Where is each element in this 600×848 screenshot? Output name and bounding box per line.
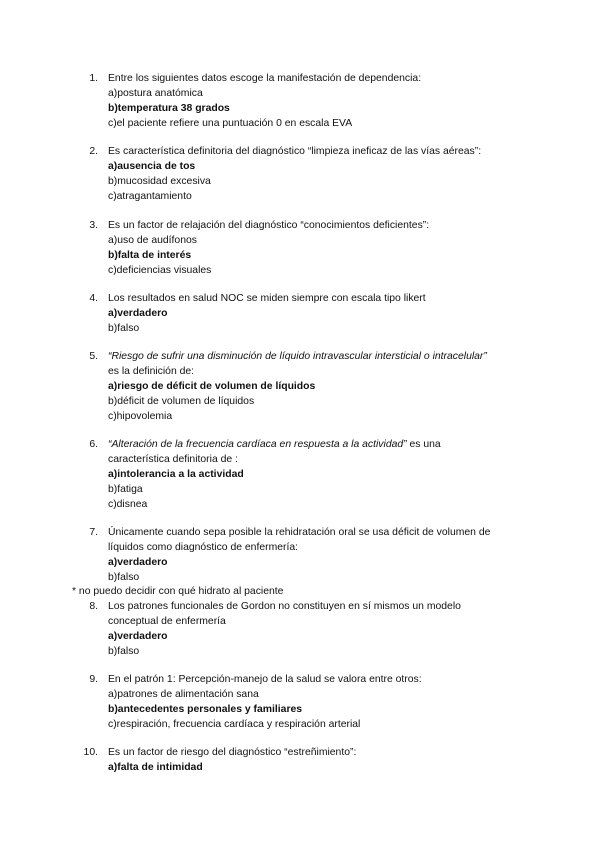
margin-note: * no puedo decidir con qué hidrato al paciente (72, 586, 284, 597)
question-stem-rest: es una (406, 439, 441, 450)
option: b)mucosidad excesiva (108, 176, 211, 187)
option-correct: b)temperatura 38 grados (108, 103, 230, 114)
option: a)patrones de alimentación sana (108, 689, 259, 700)
option-correct: a)verdadero (108, 308, 168, 319)
option: a)uso de audífonos (108, 235, 197, 246)
question-number: 3. (89, 220, 98, 231)
question-stem-continued: es la definición de: (108, 366, 195, 377)
question-stem-continued: líquidos como diagnóstico de enfermería: (108, 542, 299, 553)
option: a)postura anatómica (108, 88, 203, 99)
option: b)falso (108, 646, 140, 657)
option: c)hipovolemia (108, 411, 173, 422)
option-correct: a)ausencia de tos (108, 161, 196, 172)
question-stem: Es un factor de relajación del diagnóstico “conocimientos deficientes”: (108, 220, 430, 231)
option: b)falso (108, 323, 140, 334)
question-stem-line (108, 438, 441, 452)
option: c)el paciente refiere una puntuación 0 en escala EVA (108, 118, 353, 129)
question-number: 10. (83, 747, 98, 758)
question-stem: Los patrones funcionales de Gordon no constituyen en sí mismos un modelo (108, 601, 461, 612)
option: c)respiración, frecuencia cardíaca y respiración arterial (108, 719, 361, 730)
question-number: 6. (89, 439, 98, 450)
question-stem-quote: “Riesgo de sufrir una disminución de líquido intravascular intersticial o intracelular” (108, 351, 487, 362)
question-stem: Únicamente cuando sepa posible la rehidratación oral se usa déficit de volumen de (108, 527, 491, 538)
question-stem-continued: característica definitoria de : (108, 454, 238, 465)
option-correct: a)verdadero (108, 631, 168, 642)
option-correct: a)verdadero (108, 557, 168, 568)
option: b)déficit de volumen de líquidos (108, 396, 255, 407)
question-stem: Entre los siguientes datos escoge la manifestación de dependencia: (108, 73, 422, 84)
question-number: 7. (89, 527, 98, 538)
option: c)disnea (108, 499, 148, 510)
option-correct: a)intolerancia a la actividad (108, 469, 244, 480)
question-stem: Es un factor de riesgo del diagnóstico “estreñimiento”: (108, 747, 357, 758)
option-correct: a)falta de intimidad (108, 762, 203, 773)
option-correct: b)antecedentes personales y familiares (108, 704, 303, 715)
question-number: 4. (89, 293, 98, 304)
question-stem: Los resultados en salud NOC se miden siempre con escala tipo likert (108, 293, 426, 304)
option-correct: b)falta de interés (108, 250, 192, 261)
option: b)falso (108, 572, 140, 583)
question-number: 1. (89, 73, 98, 84)
question-stem: En el patrón 1: Percepción-manejo de la salud se valora entre otros: (108, 674, 422, 685)
question-stem: Es característica definitoria del diagnóstico “limpieza ineficaz de las vías aéreas”: (108, 146, 482, 157)
question-number: 2. (89, 146, 98, 157)
question-number: 9. (89, 674, 98, 685)
option-correct: a)riesgo de déficit de volumen de líquidos (108, 381, 316, 392)
option: c)deficiencias visuales (108, 265, 212, 276)
question-number: 5. (89, 351, 98, 362)
question-stem-quote: “Alteración de la frecuencia cardíaca en respuesta a la actividad” (108, 439, 407, 450)
option: c)atragantamiento (108, 191, 192, 202)
question-number: 8. (89, 601, 98, 612)
question-stem-continued: conceptual de enfermería (108, 616, 226, 627)
option: b)fatiga (108, 484, 143, 495)
